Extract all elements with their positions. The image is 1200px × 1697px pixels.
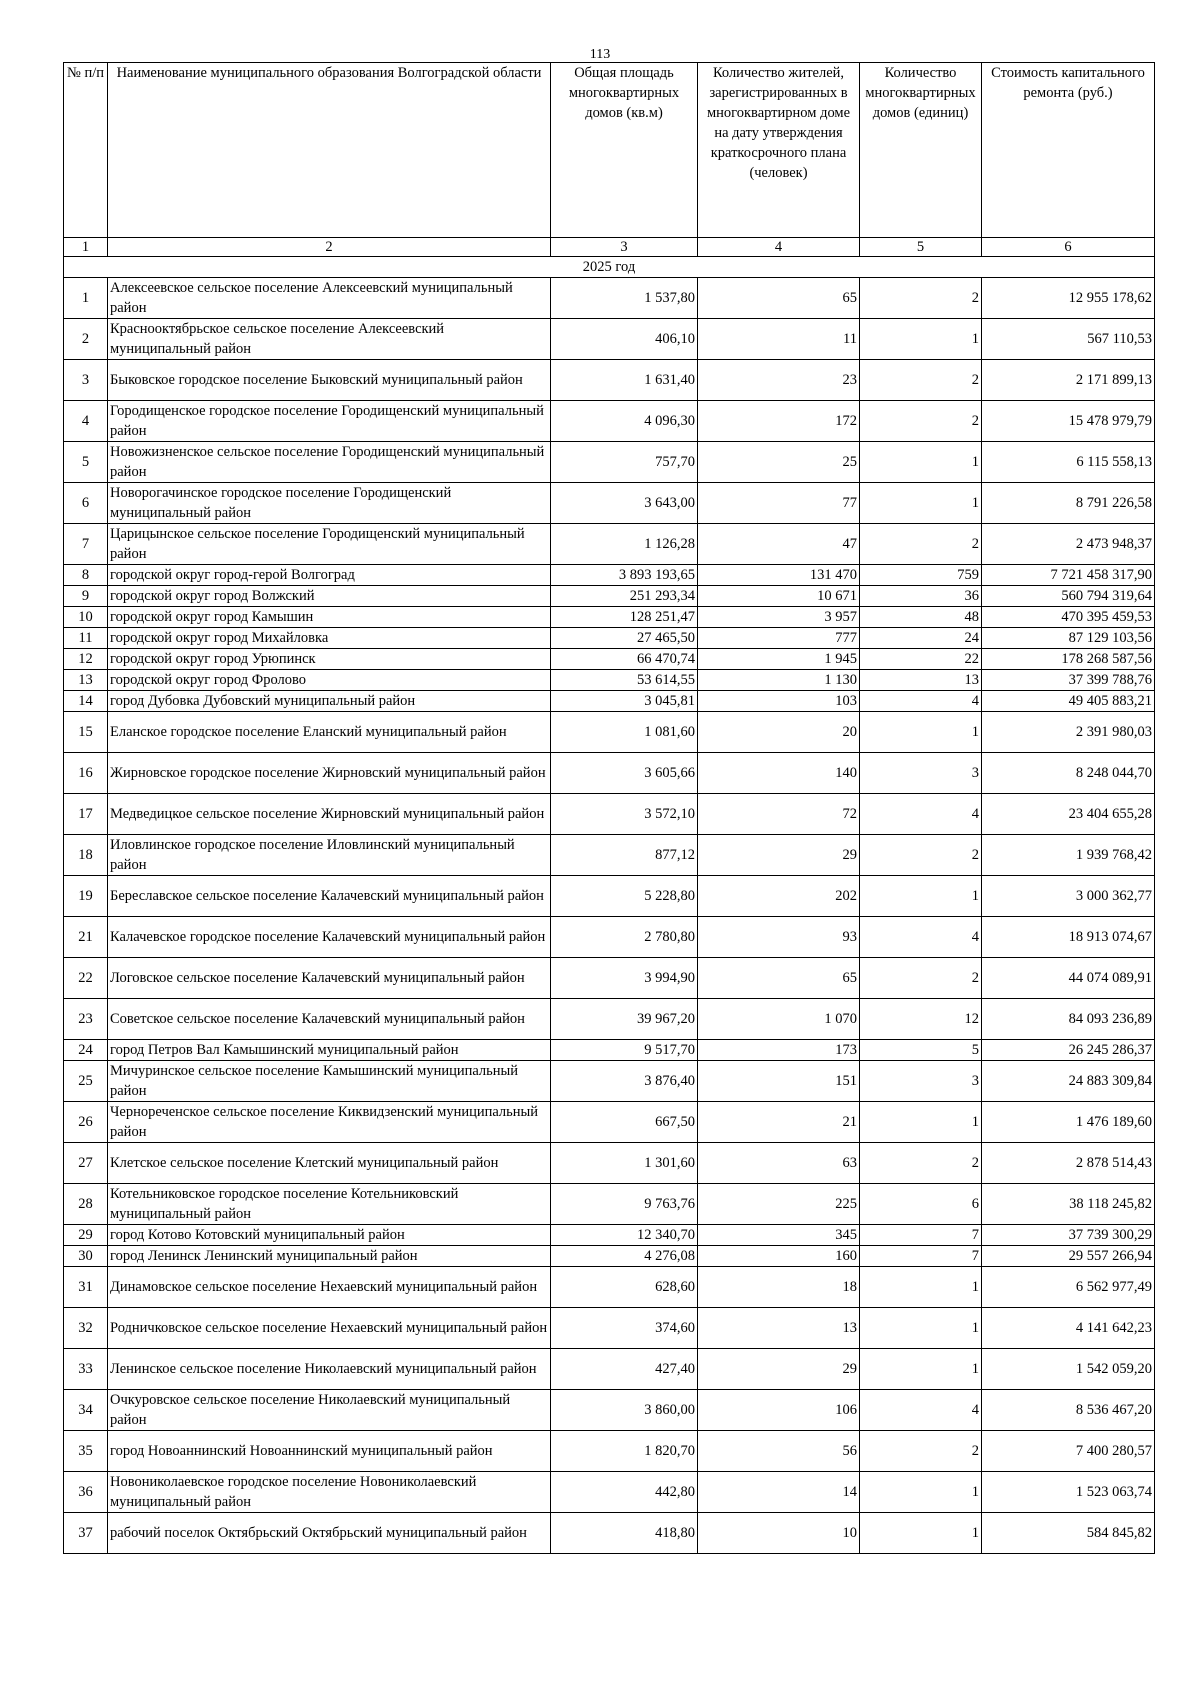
repair-cost: 4 141 642,23 [982,1308,1155,1349]
table-row [64,1513,1155,1554]
residents-count: 23 [698,360,860,401]
row-number: 30 [64,1246,108,1267]
repair-cost: 15 478 979,79 [982,401,1155,442]
repair-cost: 18 913 074,67 [982,917,1155,958]
municipality-name: Родничковское сельское поселение Нехаевский муниципальный район [108,1308,551,1349]
municipality-name: город Новоаннинский Новоаннинский муниципальный район [108,1431,551,1472]
row-number: 16 [64,753,108,794]
row-number: 36 [64,1472,108,1513]
row-number: 18 [64,835,108,876]
houses-count: 2 [860,1143,982,1184]
row-number: 1 [64,278,108,319]
table-row [64,670,1155,691]
row-number: 35 [64,1431,108,1472]
municipality-name: Клетское сельское поселение Клетский муниципальный район [108,1143,551,1184]
table-row [64,649,1155,670]
municipality-name: Береславское сельское поселение Калачевский муниципальный район [108,876,551,917]
column-number: 1 [64,238,108,257]
houses-count: 36 [860,586,982,607]
residents-count: 65 [698,958,860,999]
table-row [64,1040,1155,1061]
total-area: 418,80 [551,1513,698,1554]
section-row [64,257,1155,278]
houses-count: 2 [860,278,982,319]
table-row [64,607,1155,628]
repair-cost: 470 395 459,53 [982,607,1155,628]
table-row [64,1472,1155,1513]
houses-count: 12 [860,999,982,1040]
residents-count: 93 [698,917,860,958]
capital-repair-table [63,62,1155,1554]
residents-count: 345 [698,1225,860,1246]
table-row [64,835,1155,876]
page-number: 113 [589,47,611,62]
table-row [64,628,1155,649]
total-area: 9 763,76 [551,1184,698,1225]
houses-count: 4 [860,794,982,835]
total-area: 1 081,60 [551,712,698,753]
residents-count: 160 [698,1246,860,1267]
houses-count: 1 [860,712,982,753]
repair-cost: 6 562 977,49 [982,1267,1155,1308]
header-cost: Стоимость капитального ремонта (руб.) [982,63,1155,238]
repair-cost: 1 939 768,42 [982,835,1155,876]
houses-count: 1 [860,1308,982,1349]
row-number: 21 [64,917,108,958]
total-area: 5 228,80 [551,876,698,917]
repair-cost: 38 118 245,82 [982,1184,1155,1225]
municipality-name: городской округ город Фролово [108,670,551,691]
residents-count: 103 [698,691,860,712]
municipality-name: городской округ город-герой Волгоград [108,565,551,586]
table-row [64,319,1155,360]
total-area: 66 470,74 [551,649,698,670]
residents-count: 13 [698,1308,860,1349]
municipality-name: Еланское городское поселение Еланский муниципальный район [108,712,551,753]
houses-count: 7 [860,1225,982,1246]
column-number: 3 [551,238,698,257]
repair-cost: 6 115 558,13 [982,442,1155,483]
row-number: 8 [64,565,108,586]
table-row [64,524,1155,565]
residents-count: 77 [698,483,860,524]
houses-count: 2 [860,524,982,565]
total-area: 53 614,55 [551,670,698,691]
residents-count: 225 [698,1184,860,1225]
municipality-name: Царицынское сельское поселение Городищенский муниципальный район [108,524,551,565]
houses-count: 3 [860,1061,982,1102]
houses-count: 1 [860,1102,982,1143]
total-area: 251 293,34 [551,586,698,607]
repair-cost: 7 400 280,57 [982,1431,1155,1472]
row-number: 14 [64,691,108,712]
total-area: 3 605,66 [551,753,698,794]
residents-count: 1 130 [698,670,860,691]
total-area: 3 860,00 [551,1390,698,1431]
table-row [64,1431,1155,1472]
municipality-name: Советское сельское поселение Калачевский муниципальный район [108,999,551,1040]
residents-count: 25 [698,442,860,483]
total-area: 1 126,28 [551,524,698,565]
row-number: 29 [64,1225,108,1246]
residents-count: 56 [698,1431,860,1472]
row-number: 3 [64,360,108,401]
row-number: 6 [64,483,108,524]
row-number: 28 [64,1184,108,1225]
houses-count: 24 [860,628,982,649]
total-area: 1 631,40 [551,360,698,401]
residents-count: 21 [698,1102,860,1143]
municipality-name: Ленинское сельское поселение Николаевский муниципальный район [108,1349,551,1390]
houses-count: 4 [860,1390,982,1431]
total-area: 3 045,81 [551,691,698,712]
residents-count: 47 [698,524,860,565]
municipality-name: город Петров Вал Камышинский муниципальный район [108,1040,551,1061]
total-area: 1 537,80 [551,278,698,319]
row-number: 5 [64,442,108,483]
houses-count: 48 [860,607,982,628]
residents-count: 1 945 [698,649,860,670]
repair-cost: 49 405 883,21 [982,691,1155,712]
table-row [64,401,1155,442]
municipality-name: город Дубовка Дубовский муниципальный район [108,691,551,712]
repair-cost: 87 129 103,56 [982,628,1155,649]
column-number: 2 [108,238,551,257]
table-header-row [64,63,1155,238]
residents-count: 131 470 [698,565,860,586]
residents-count: 777 [698,628,860,649]
table-row [64,278,1155,319]
table-row [64,1225,1155,1246]
table-row [64,753,1155,794]
municipality-name: Котельниковское городское поселение Котельниковский муниципальный район [108,1184,551,1225]
municipality-name: Чернореченское сельское поселение Киквидзенский муниципальный район [108,1102,551,1143]
table-row [64,917,1155,958]
municipality-name: рабочий поселок Октябрьский Октябрьский муниципальный район [108,1513,551,1554]
table-row [64,1349,1155,1390]
houses-count: 2 [860,958,982,999]
municipality-name: Очкуровское сельское поселение Николаевский муниципальный район [108,1390,551,1431]
row-number: 33 [64,1349,108,1390]
houses-count: 1 [860,876,982,917]
municipality-name: Алексеевское сельское поселение Алексеевский муниципальный район [108,278,551,319]
residents-count: 202 [698,876,860,917]
row-number: 17 [64,794,108,835]
repair-cost: 37 399 788,76 [982,670,1155,691]
table-row [64,1061,1155,1102]
row-number: 7 [64,524,108,565]
municipality-name: город Ленинск Ленинский муниципальный район [108,1246,551,1267]
repair-cost: 2 391 980,03 [982,712,1155,753]
section-title: 2025 год [64,257,1155,278]
residents-count: 10 [698,1513,860,1554]
total-area: 1 301,60 [551,1143,698,1184]
repair-cost: 29 557 266,94 [982,1246,1155,1267]
houses-count: 2 [860,1431,982,1472]
houses-count: 6 [860,1184,982,1225]
total-area: 9 517,70 [551,1040,698,1061]
municipality-name: Иловлинское городское поселение Иловлинский муниципальный район [108,835,551,876]
residents-count: 29 [698,1349,860,1390]
column-number-row [64,238,1155,257]
houses-count: 13 [860,670,982,691]
residents-count: 20 [698,712,860,753]
residents-count: 173 [698,1040,860,1061]
total-area: 4 276,08 [551,1246,698,1267]
row-number: 10 [64,607,108,628]
municipality-name: Краснооктябрьское сельское поселение Алексеевский муниципальный район [108,319,551,360]
residents-count: 10 671 [698,586,860,607]
table-row [64,1143,1155,1184]
repair-cost: 2 473 948,37 [982,524,1155,565]
row-number: 37 [64,1513,108,1554]
row-number: 9 [64,586,108,607]
total-area: 3 643,00 [551,483,698,524]
row-number: 13 [64,670,108,691]
residents-count: 106 [698,1390,860,1431]
repair-cost: 37 739 300,29 [982,1225,1155,1246]
residents-count: 18 [698,1267,860,1308]
table-row [64,999,1155,1040]
houses-count: 1 [860,319,982,360]
row-number: 23 [64,999,108,1040]
total-area: 667,50 [551,1102,698,1143]
municipality-name: Новорогачинское городское поселение Городищенский муниципальный район [108,483,551,524]
total-area: 3 572,10 [551,794,698,835]
houses-count: 759 [860,565,982,586]
total-area: 877,12 [551,835,698,876]
row-number: 32 [64,1308,108,1349]
municipality-name: Динамовское сельское поселение Нехаевский муниципальный район [108,1267,551,1308]
houses-count: 4 [860,917,982,958]
houses-count: 1 [860,1267,982,1308]
repair-cost: 8 248 044,70 [982,753,1155,794]
repair-cost: 1 476 189,60 [982,1102,1155,1143]
houses-count: 5 [860,1040,982,1061]
table-row [64,794,1155,835]
table-row [64,565,1155,586]
houses-count: 1 [860,483,982,524]
table-row [64,876,1155,917]
total-area: 442,80 [551,1472,698,1513]
row-number: 22 [64,958,108,999]
table-row [64,1308,1155,1349]
repair-cost: 1 523 063,74 [982,1472,1155,1513]
houses-count: 1 [860,1349,982,1390]
houses-count: 4 [860,691,982,712]
houses-count: 2 [860,835,982,876]
houses-count: 1 [860,1472,982,1513]
residents-count: 63 [698,1143,860,1184]
total-area: 3 876,40 [551,1061,698,1102]
table-row [64,360,1155,401]
repair-cost: 12 955 178,62 [982,278,1155,319]
table-row [64,1267,1155,1308]
table-row [64,1184,1155,1225]
residents-count: 1 070 [698,999,860,1040]
column-number: 4 [698,238,860,257]
repair-cost: 26 245 286,37 [982,1040,1155,1061]
residents-count: 65 [698,278,860,319]
total-area: 374,60 [551,1308,698,1349]
repair-cost: 23 404 655,28 [982,794,1155,835]
residents-count: 172 [698,401,860,442]
municipality-name: Логовское сельское поселение Калачевский муниципальный район [108,958,551,999]
header-area: Общая площадь многоквартирных домов (кв.м) [551,63,698,238]
total-area: 3 893 193,65 [551,565,698,586]
municipality-name: Жирновское городское поселение Жирновский муниципальный район [108,753,551,794]
table-row [64,1390,1155,1431]
total-area: 27 465,50 [551,628,698,649]
repair-cost: 567 110,53 [982,319,1155,360]
table-row [64,691,1155,712]
repair-cost: 2 878 514,43 [982,1143,1155,1184]
residents-count: 72 [698,794,860,835]
column-number: 5 [860,238,982,257]
houses-count: 2 [860,401,982,442]
municipality-name: городской округ город Камышин [108,607,551,628]
municipality-name: Медведицкое сельское поселение Жирновский муниципальный район [108,794,551,835]
repair-cost: 7 721 458 317,90 [982,565,1155,586]
repair-cost: 178 268 587,56 [982,649,1155,670]
repair-cost: 24 883 309,84 [982,1061,1155,1102]
table-row [64,958,1155,999]
total-area: 2 780,80 [551,917,698,958]
municipality-name: Быковское городское поселение Быковский муниципальный район [108,360,551,401]
row-number: 12 [64,649,108,670]
total-area: 406,10 [551,319,698,360]
row-number: 19 [64,876,108,917]
municipality-name: Городищенское городское поселение Городищенский муниципальный район [108,401,551,442]
municipality-name: Калачевское городское поселение Калачевский муниципальный район [108,917,551,958]
row-number: 27 [64,1143,108,1184]
table-row [64,1246,1155,1267]
municipality-name: городской округ город Михайловка [108,628,551,649]
header-name: Наименование муниципального образования Волгоградской области [108,63,551,238]
residents-count: 14 [698,1472,860,1513]
houses-count: 22 [860,649,982,670]
residents-count: 29 [698,835,860,876]
total-area: 1 820,70 [551,1431,698,1472]
total-area: 4 096,30 [551,401,698,442]
repair-cost: 2 171 899,13 [982,360,1155,401]
repair-cost: 584 845,82 [982,1513,1155,1554]
total-area: 128 251,47 [551,607,698,628]
municipality-name: Новониколаевское городское поселение Новониколаевский муниципальный район [108,1472,551,1513]
houses-count: 2 [860,360,982,401]
municipality-name: городской округ город Урюпинск [108,649,551,670]
total-area: 628,60 [551,1267,698,1308]
municipality-name: Новожизненское сельское поселение Городищенский муниципальный район [108,442,551,483]
total-area: 3 994,90 [551,958,698,999]
houses-count: 7 [860,1246,982,1267]
table-row [64,1102,1155,1143]
row-number: 2 [64,319,108,360]
repair-cost: 560 794 319,64 [982,586,1155,607]
repair-cost: 44 074 089,91 [982,958,1155,999]
row-number: 25 [64,1061,108,1102]
total-area: 757,70 [551,442,698,483]
houses-count: 1 [860,1513,982,1554]
header-residents: Количество жителей, зарегистрированных в многоквартирном доме на дату утверждения краткосрочного плана (человек) [698,63,860,238]
row-number: 26 [64,1102,108,1143]
repair-cost: 84 093 236,89 [982,999,1155,1040]
repair-cost: 3 000 362,77 [982,876,1155,917]
residents-count: 11 [698,319,860,360]
residents-count: 151 [698,1061,860,1102]
header-num: № п/п [64,63,108,238]
row-number: 15 [64,712,108,753]
total-area: 39 967,20 [551,999,698,1040]
column-number: 6 [982,238,1155,257]
repair-cost: 1 542 059,20 [982,1349,1155,1390]
row-number: 24 [64,1040,108,1061]
total-area: 12 340,70 [551,1225,698,1246]
municipality-name: городской округ город Волжский [108,586,551,607]
total-area: 427,40 [551,1349,698,1390]
header-houses: Количество многоквартирных домов (единиц) [860,63,982,238]
residents-count: 140 [698,753,860,794]
table-row [64,442,1155,483]
municipality-name: Мичуринское сельское поселение Камышинский муниципальный район [108,1061,551,1102]
row-number: 34 [64,1390,108,1431]
row-number: 31 [64,1267,108,1308]
municipality-name: город Котово Котовский муниципальный район [108,1225,551,1246]
row-number: 4 [64,401,108,442]
table-row [64,483,1155,524]
residents-count: 3 957 [698,607,860,628]
houses-count: 3 [860,753,982,794]
table-row [64,586,1155,607]
table-row [64,712,1155,753]
houses-count: 1 [860,442,982,483]
repair-cost: 8 791 226,58 [982,483,1155,524]
table-body [64,278,1155,1554]
row-number: 11 [64,628,108,649]
repair-cost: 8 536 467,20 [982,1390,1155,1431]
